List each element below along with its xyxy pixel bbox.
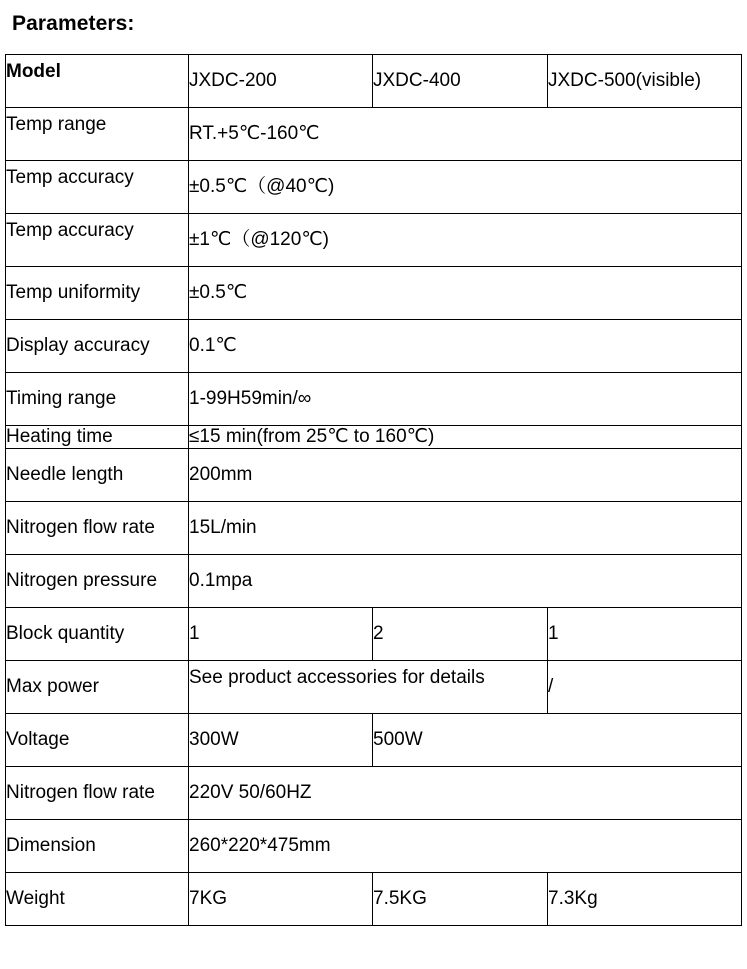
table-row xyxy=(6,767,742,820)
cell-value: 200mm xyxy=(189,449,742,502)
row-label: Temp range xyxy=(6,108,189,161)
table-row xyxy=(6,873,742,926)
table-row xyxy=(6,161,742,214)
cell-value: ≤15 min(from 25℃ to 160℃) xyxy=(189,426,742,449)
row-label: Block quantity xyxy=(6,608,189,661)
cell-value: 300W xyxy=(189,714,373,767)
row-label: Model xyxy=(6,55,189,108)
cell-value: 500W xyxy=(373,714,742,767)
row-label: Display accuracy xyxy=(6,320,189,373)
table-row xyxy=(6,426,742,449)
table-row xyxy=(6,661,742,714)
row-label: Weight xyxy=(6,873,189,926)
cell-value: 7KG xyxy=(189,873,373,926)
table-row xyxy=(6,714,742,767)
table-row xyxy=(6,502,742,555)
table-row xyxy=(6,267,742,320)
cell-value: ±0.5℃ xyxy=(189,267,742,320)
table-row xyxy=(6,555,742,608)
row-label: Temp accuracy xyxy=(6,214,189,267)
table-row xyxy=(6,608,742,661)
cell-value: 1-99H59min/∞ xyxy=(189,373,742,426)
cell-value: 15L/min xyxy=(189,502,742,555)
cell-value: 7.3Kg xyxy=(548,873,742,926)
cell-value: 7.5KG xyxy=(373,873,548,926)
row-label: Needle length xyxy=(6,449,189,502)
table-row xyxy=(6,108,742,161)
row-label: Temp accuracy xyxy=(6,161,189,214)
cell-value: JXDC-400 xyxy=(373,55,548,108)
parameters-table xyxy=(5,54,742,926)
cell-value: 260*220*475mm xyxy=(189,820,742,873)
row-label: Timing range xyxy=(6,373,189,426)
cell-value: ±0.5℃（@40℃) xyxy=(189,161,742,214)
cell-value: ±1℃（@120℃) xyxy=(189,214,742,267)
cell-value: 1 xyxy=(189,608,373,661)
cell-value: RT.+5℃-160℃ xyxy=(189,108,742,161)
cell-value: 2 xyxy=(373,608,548,661)
cell-value: JXDC-500(visible) xyxy=(548,55,742,108)
cell-value: / xyxy=(548,661,742,714)
row-label: Max power xyxy=(6,661,189,714)
row-label: Nitrogen pressure xyxy=(6,555,189,608)
row-label: Heating time xyxy=(6,426,189,449)
table-row xyxy=(6,214,742,267)
cell-value: 0.1℃ xyxy=(189,320,742,373)
page-title: Parameters: xyxy=(12,12,135,35)
table-row xyxy=(6,820,742,873)
cell-value: JXDC-200 xyxy=(189,55,373,108)
row-label: Temp uniformity xyxy=(6,267,189,320)
table-row xyxy=(6,373,742,426)
cell-value: 1 xyxy=(548,608,742,661)
row-label: Dimension xyxy=(6,820,189,873)
row-label: Nitrogen flow rate xyxy=(6,502,189,555)
table-row xyxy=(6,55,742,108)
table-row xyxy=(6,449,742,502)
row-label: Voltage xyxy=(6,714,189,767)
cell-value: 0.1mpa xyxy=(189,555,742,608)
cell-value: 220V 50/60HZ xyxy=(189,767,742,820)
cell-value: See product accessories for details xyxy=(189,661,548,714)
row-label: Nitrogen flow rate xyxy=(6,767,189,820)
table-row xyxy=(6,320,742,373)
